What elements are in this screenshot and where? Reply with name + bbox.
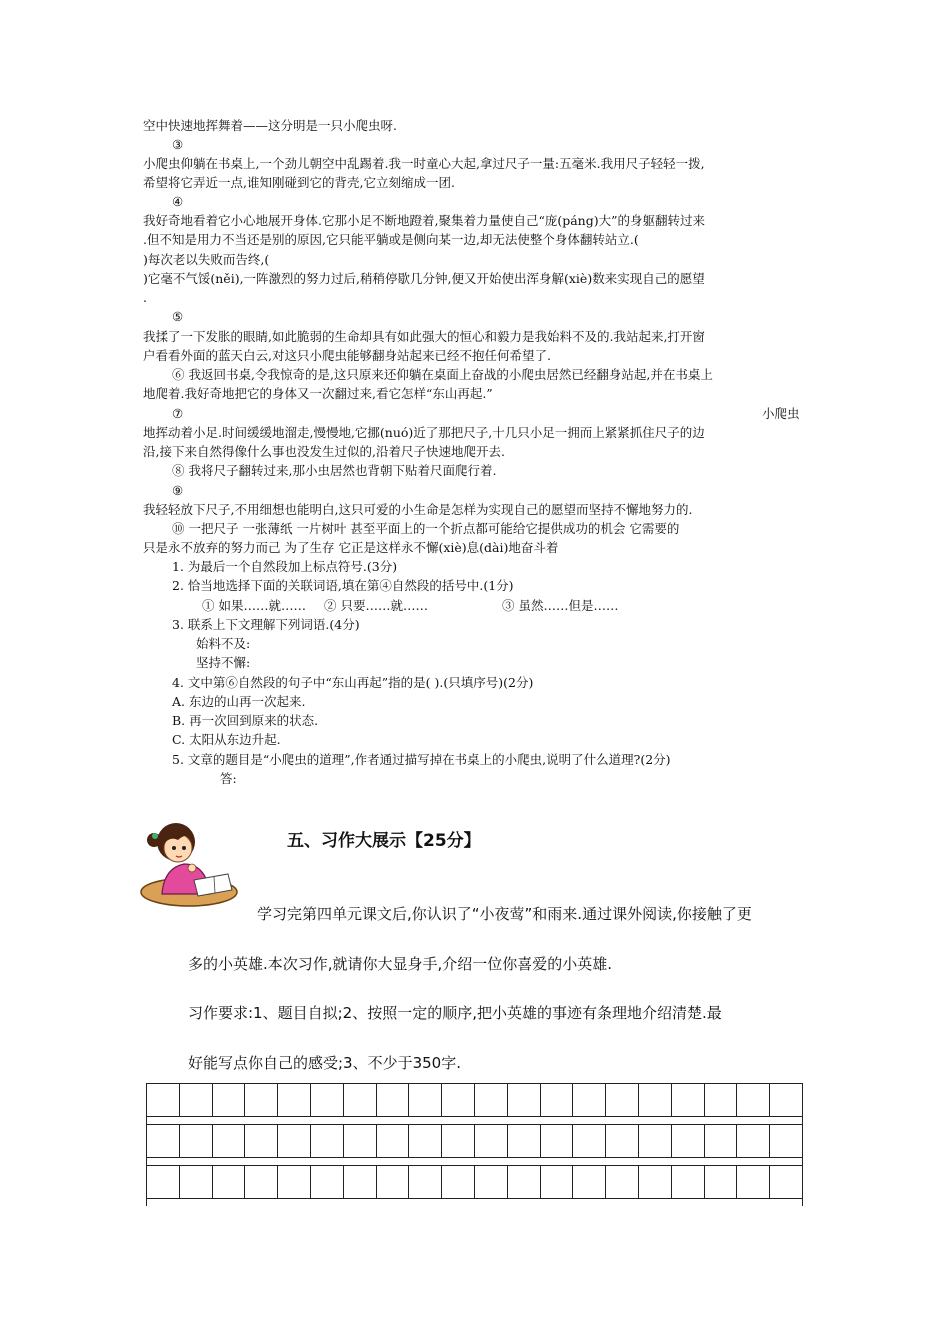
passage-line: 我轻轻放下尺子,不用细想也能明白,这只可爱的小生命是怎样为实现自己的愿望而坚持不懈地努力的. — [143, 502, 693, 517]
passage-line: ⑥ 我返回书桌,令我惊奇的是,这只原来还仰躺在桌面上奋战的小爬虫居然已经翻身站起,并在书桌上 — [172, 367, 713, 382]
grid-cell[interactable] — [573, 1125, 606, 1157]
grid-cell[interactable] — [770, 1125, 803, 1157]
grid-cell[interactable] — [573, 1084, 606, 1116]
grid-cell[interactable] — [147, 1125, 180, 1157]
term-2: 坚持不懈: — [196, 655, 251, 670]
grid-cell[interactable] — [245, 1084, 278, 1116]
grid-cell[interactable] — [705, 1084, 738, 1116]
question-5: 5. 文章的题目是“小爬虫的道理”,作者通过描写掉在书桌上的小爬虫,说明了什么道理?(2分) — [172, 752, 671, 767]
grid-cell[interactable] — [770, 1166, 803, 1198]
composition-grid[interactable] — [146, 1083, 803, 1206]
grid-cell[interactable] — [475, 1166, 508, 1198]
passage-line: )它毫不气馁(něi),一阵激烈的努力过后,稍稍停歇几分钟,便又开始使出浑身解(xiè)数来实现自己的愿望 — [143, 271, 705, 286]
passage-line: 我揉了一下发胀的眼睛,如此脆弱的生命却具有如此强大的恒心和毅力是我始料不及的.我站起来,打开窗 — [143, 329, 705, 344]
question-3: 3. 联系上下文理解下列词语.(4分) — [172, 617, 360, 632]
paragraph-marker: ③ — [172, 137, 184, 152]
grid-cell[interactable] — [213, 1125, 246, 1157]
grid-cell[interactable] — [573, 1166, 606, 1198]
passage-line: .但不知是用力不当还是别的原因,它只能平躺或是侧向某一边,却无法使整个身体翻转站立.( — [143, 232, 639, 247]
grid-cell[interactable] — [606, 1084, 639, 1116]
grid-cell[interactable] — [442, 1166, 475, 1198]
grid-cell[interactable] — [344, 1084, 377, 1116]
grid-cell[interactable] — [737, 1166, 770, 1198]
passage-line: 沿,接下来自然得像什么事也没发生过似的,沿着尺子快速地爬开去. — [143, 444, 505, 459]
grid-cell[interactable] — [278, 1125, 311, 1157]
grid-cell[interactable] — [311, 1166, 344, 1198]
passage-line: 我好奇地看着它小心地展开身体.它那小足不断地蹬着,聚集着力量使自己“庞(páng)大”的身躯翻转过来 — [143, 213, 705, 228]
grid-cell[interactable] — [770, 1084, 803, 1116]
grid-cell[interactable] — [377, 1166, 410, 1198]
option-3: ③ 虽然……但是…… — [502, 598, 619, 613]
grid-cell[interactable] — [180, 1166, 213, 1198]
answer-label: 答: — [220, 771, 237, 786]
grid-cell[interactable] — [508, 1125, 541, 1157]
grid-row[interactable] — [146, 1083, 803, 1117]
prompt-line: 学习完第四单元课文后,你认识了“小夜莺”和雨来.通过课外阅读,你接触了更 — [257, 905, 752, 923]
question-1: 1. 为最后一个自然段加上标点符号.(3分) — [172, 559, 398, 574]
grid-cell[interactable] — [639, 1125, 672, 1157]
grid-cell[interactable] — [278, 1084, 311, 1116]
girl-reading-illustration — [134, 810, 240, 910]
grid-cell[interactable] — [344, 1125, 377, 1157]
prompt-line: 好能写点你自己的感受;3、不少于350字. — [188, 1054, 461, 1072]
choice-a: A. 东边的山再一次起来. — [172, 694, 306, 709]
section-title: 五、习作大展示【25分】 — [287, 831, 481, 851]
grid-cell[interactable] — [705, 1125, 738, 1157]
grid-cell[interactable] — [245, 1166, 278, 1198]
grid-cell[interactable] — [344, 1166, 377, 1198]
grid-cell[interactable] — [672, 1166, 705, 1198]
question-2: 2. 恰当地选择下面的关联词语,填在第④自然段的括号中.(1分) — [172, 578, 514, 593]
prompt-line: 习作要求:1、题目自拟;2、按照一定的顺序,把小英雄的事迹有条理地介绍清楚.最 — [188, 1004, 722, 1022]
grid-cell[interactable] — [508, 1166, 541, 1198]
grid-cell[interactable] — [409, 1084, 442, 1116]
choice-c: C. 太阳从东边升起. — [172, 732, 281, 747]
grid-cell[interactable] — [377, 1084, 410, 1116]
grid-cell[interactable] — [409, 1125, 442, 1157]
grid-row[interactable] — [146, 1165, 803, 1199]
passage-line: . — [143, 290, 147, 305]
grid-cell[interactable] — [147, 1084, 180, 1116]
passage-line: ⑧ 我将尺子翻转过来,那小虫居然也背朝下贴着尺面爬行着. — [172, 463, 497, 478]
grid-cell[interactable] — [475, 1084, 508, 1116]
grid-cell[interactable] — [672, 1125, 705, 1157]
grid-cell[interactable] — [442, 1125, 475, 1157]
passage-line: 小爬虫仰躺在书桌上,一个劲儿朝空中乱踢着.我一时童心大起,拿过尺子一量:五毫米.我用尺子轻轻一拨, — [143, 156, 705, 171]
choice-b: B. 再一次回到原来的状态. — [172, 713, 319, 728]
grid-cell[interactable] — [541, 1125, 574, 1157]
grid-cell[interactable] — [311, 1084, 344, 1116]
passage-line: )每次老以失败而告终,( — [143, 252, 270, 267]
passage-line: 希望将它弄近一点,谁知刚碰到它的背壳,它立刻缩成一团. — [143, 175, 455, 190]
grid-cell[interactable] — [672, 1084, 705, 1116]
paragraph-marker: ⑤ — [172, 309, 184, 324]
grid-cell[interactable] — [147, 1166, 180, 1198]
grid-cell[interactable] — [278, 1166, 311, 1198]
grid-cell[interactable] — [737, 1125, 770, 1157]
grid-cell[interactable] — [442, 1084, 475, 1116]
question-4: 4. 文中第⑥自然段的句子中“东山再起”指的是( ).(只填序号)(2分) — [172, 675, 534, 690]
grid-cell[interactable] — [311, 1125, 344, 1157]
grid-cell[interactable] — [213, 1166, 246, 1198]
grid-cell[interactable] — [245, 1125, 278, 1157]
grid-cell[interactable] — [508, 1084, 541, 1116]
term-1: 始料不及: — [196, 636, 251, 651]
passage-line: 只是永不放弃的努力而己 为了生存 它正是这样永不懈(xiè)息(dài)地奋斗着 — [143, 540, 559, 555]
paragraph-marker: ④ — [172, 194, 184, 209]
grid-cell[interactable] — [377, 1125, 410, 1157]
grid-cell[interactable] — [541, 1084, 574, 1116]
grid-row[interactable] — [146, 1124, 803, 1158]
grid-cell[interactable] — [475, 1125, 508, 1157]
grid-cell[interactable] — [639, 1084, 672, 1116]
grid-cell[interactable] — [180, 1125, 213, 1157]
grid-cell[interactable] — [180, 1084, 213, 1116]
passage-line: 空中快速地挥舞着——这分明是一只小爬虫呀. — [143, 118, 397, 133]
passage-line: 小爬虫 — [762, 406, 800, 421]
grid-cell[interactable] — [606, 1125, 639, 1157]
grid-cell[interactable] — [606, 1166, 639, 1198]
paragraph-marker: ⑨ — [172, 483, 184, 498]
grid-cell[interactable] — [639, 1166, 672, 1198]
grid-cell[interactable] — [705, 1166, 738, 1198]
grid-cell[interactable] — [737, 1084, 770, 1116]
prompt-line: 多的小英雄.本次习作,就请你大显身手,介绍一位你喜爱的小英雄. — [188, 955, 613, 973]
option-1: ① 如果……就…… — [202, 598, 306, 613]
grid-cell[interactable] — [541, 1166, 574, 1198]
grid-cell[interactable] — [213, 1084, 246, 1116]
paragraph-marker: ⑦ — [172, 406, 184, 421]
option-2: ② 只要……就…… — [324, 598, 428, 613]
passage-line: 户看看外面的蓝天白云,对这只小爬虫能够翻身站起来已经不抱任何希望了. — [143, 348, 551, 363]
passage-line: ⑩ 一把尺子 一张薄纸 一片树叶 甚至平面上的一个折点都可能给它提供成功的机会 它需要的 — [172, 521, 680, 536]
passage-line: 地爬着.我好奇地把它的身体又一次翻过来,看它怎样“东山再起.” — [143, 386, 493, 401]
grid-cell[interactable] — [409, 1166, 442, 1198]
passage-line: 地挥动着小足.时间缓缓地溜走,慢慢地,它挪(nuó)近了那把尺子,十几只小足一拥而上紧紧抓住尺子的边 — [143, 425, 705, 440]
